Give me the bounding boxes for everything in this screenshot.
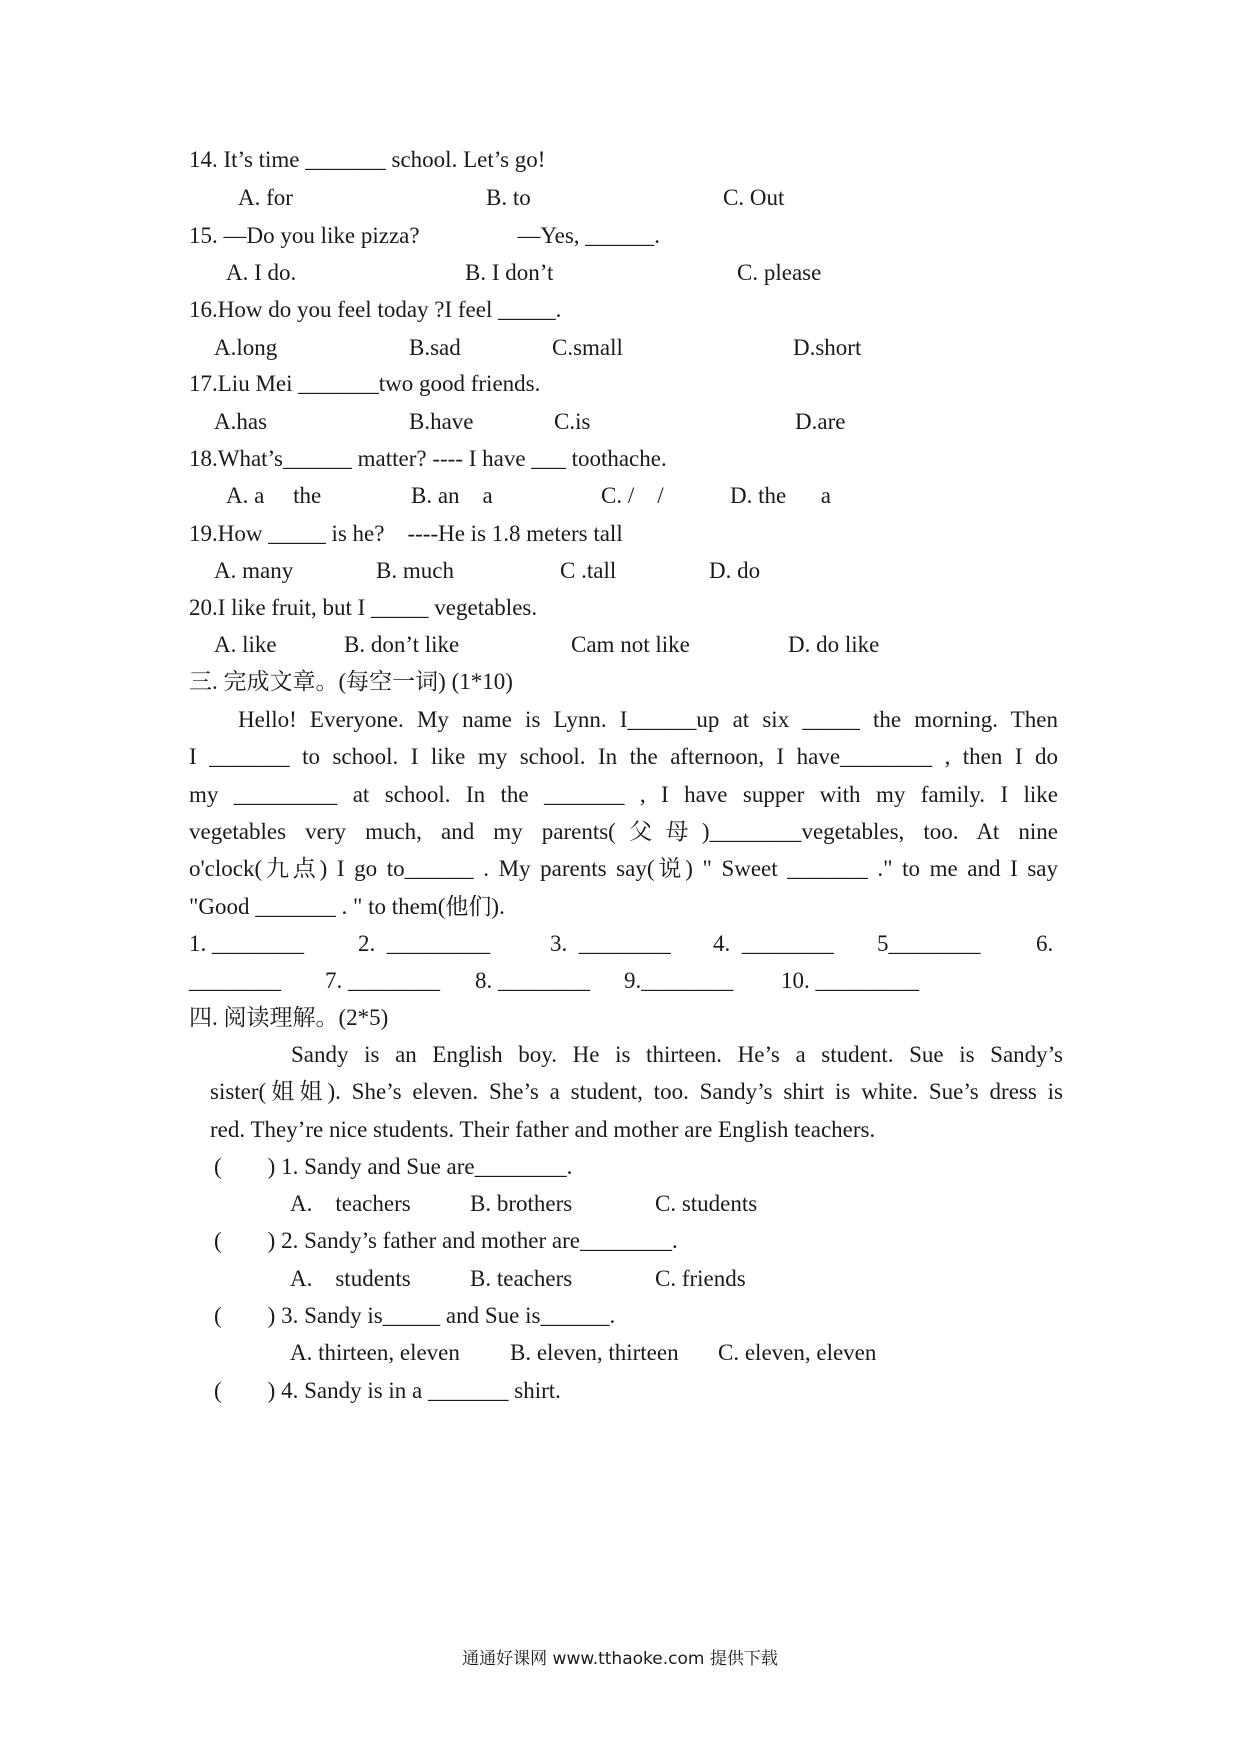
q14-option-a: A. for [238, 185, 293, 210]
reading-passage-line-3: red. They’re nice students. Their father and mother are English teachers. [210, 1117, 876, 1142]
answer-blank-9: 9.________ [624, 968, 734, 993]
q20-option-d: D. do like [788, 632, 880, 657]
page-footer: 通通好课网 www.tthaoke.com 提供下载 [462, 1649, 778, 1669]
answer-blank-10: 10. _________ [781, 968, 919, 993]
answer-blank-8: 8. ________ [475, 968, 590, 993]
q15-option-a: A. I do. [226, 260, 297, 285]
answer-blank-5: 5________ [877, 931, 981, 956]
q19-option-c: C .tall [560, 558, 617, 583]
reading-q2-option-a: A. students [290, 1266, 411, 1291]
question-18-stem: 18.What’s______ matter? ---- I have ___ toothache. [189, 446, 667, 471]
cloze-line-2: I _______ to school. I like my school. In the afternoon, I have________ , then I do [189, 744, 1058, 769]
reading-passage-line-1: Sandy is an English boy. He is thirteen. He’s a student. Sue is Sandy’s [291, 1042, 1063, 1067]
reading-q1-option-c: C. students [655, 1191, 758, 1216]
q17-option-b: B.have [409, 409, 474, 434]
q14-option-c: C. Out [723, 185, 785, 210]
q16-option-c: C.small [552, 335, 623, 360]
q17-option-c: C.is [554, 409, 591, 434]
question-20-stem: 20.I like fruit, but I _____ vegetables. [189, 595, 538, 620]
cloze-heading: 三. 完成文章。(每空一词) (1*10) [189, 669, 513, 694]
q18-option-d: D. the a [730, 483, 831, 508]
q20-option-c: Cam not like [571, 632, 690, 657]
answer-blank-1: 1. ________ [189, 931, 304, 956]
answer-blank-4: 4. ________ [713, 931, 834, 956]
answer-blank-6-label: 6. [1036, 931, 1054, 956]
reading-q1-option-a: A. teachers [290, 1191, 411, 1216]
reading-q3-option-a: A. thirteen, eleven [290, 1340, 460, 1365]
q16-option-b: B.sad [409, 335, 461, 360]
reading-q2-option-c: C. friends [655, 1266, 746, 1291]
answer-blank-7: 7. ________ [325, 968, 440, 993]
q15-option-b: B. I don’t [465, 260, 554, 285]
cloze-line-3: my _________ at school. In the _______ , I have supper with my family. I like [189, 782, 1058, 807]
reading-q1-option-b: B. brothers [470, 1191, 573, 1216]
reading-q3-option-c: C. eleven, eleven [718, 1340, 877, 1365]
reading-q4-stem: ( ) 4. Sandy is in a _______ shirt. [214, 1378, 561, 1403]
reading-q1-stem: ( ) 1. Sandy and Sue are________. [214, 1154, 573, 1179]
cloze-line-5: o'clock(九点) I go to______ . My parents say(说) " Sweet _______ ." to me and I say [189, 856, 1058, 881]
answer-blank-2: 2. _________ [358, 931, 491, 956]
question-16-stem: 16.How do you feel today ?I feel _____. [189, 297, 562, 322]
reading-q3-option-b: B. eleven, thirteen [510, 1340, 679, 1365]
answer-blank-3: 3. ________ [550, 931, 671, 956]
q19-option-d: D. do [709, 558, 761, 583]
cloze-line-4: vegetables very much, and my parents(父母)________vegetables, too. At nine [189, 819, 1058, 844]
reading-q2-option-b: B. teachers [470, 1266, 573, 1291]
cloze-line-6: "Good _______ . " to them(他们). [189, 894, 505, 919]
reading-heading: 四. 阅读理解。(2*5) [189, 1005, 389, 1030]
cloze-line-1: Hello! Everyone. My name is Lynn. I______up at six _____ the morning. Then [238, 707, 1058, 732]
answer-blank-6: ________ [189, 968, 281, 993]
q19-option-b: B. much [376, 558, 454, 583]
q19-option-a: A. many [214, 558, 294, 583]
question-14-stem: 14. It’s time _______ school. Let’s go! [189, 147, 546, 172]
reading-q3-stem: ( ) 3. Sandy is_____ and Sue is______. [214, 1303, 616, 1328]
q15-option-c: C. please [737, 260, 822, 285]
q17-option-d: D.are [795, 409, 846, 434]
q16-option-a: A.long [214, 335, 278, 360]
q18-option-c: C. / / [601, 483, 664, 508]
reading-passage-line-2: sister(姐姐). She’s eleven. She’s a student, too. Sandy’s shirt is white. Sue’s dress is [210, 1079, 1063, 1104]
q20-option-b: B. don’t like [344, 632, 460, 657]
reading-q2-stem: ( ) 2. Sandy’s father and mother are________. [214, 1228, 678, 1253]
q14-option-b: B. to [486, 185, 531, 210]
q16-option-d: D.short [793, 335, 862, 360]
q17-option-a: A.has [214, 409, 268, 434]
q18-option-a: A. a the [226, 483, 322, 508]
q20-option-a: A. like [214, 632, 277, 657]
question-19-stem: 19.How _____ is he? ----He is 1.8 meters tall [189, 521, 623, 546]
question-17-stem: 17.Liu Mei _______two good friends. [189, 371, 541, 396]
q18-option-b: B. an a [411, 483, 493, 508]
question-15-stem: 15. —Do you like pizza? —Yes, ______. [189, 223, 661, 248]
